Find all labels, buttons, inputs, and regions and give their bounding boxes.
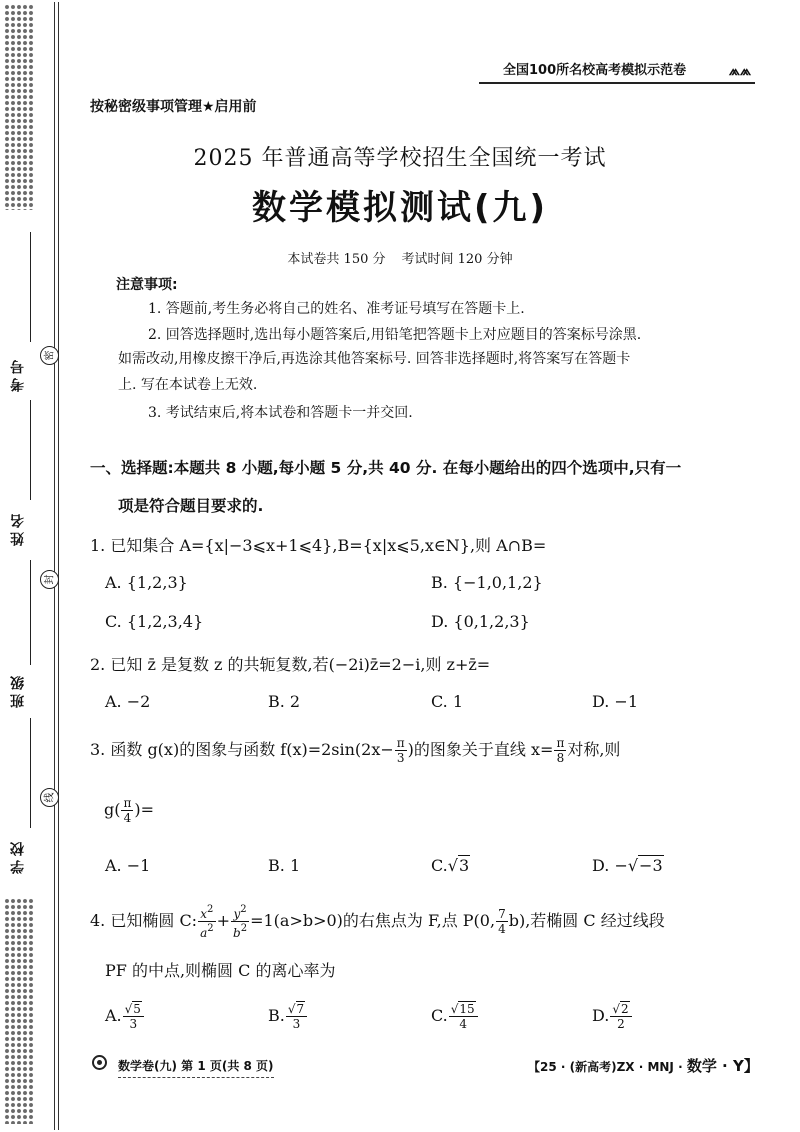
confidential-notice: 按秘密级事项管理★启用前 (90, 99, 257, 115)
question-1-option-a: A. {1,2,3} (105, 573, 188, 592)
notice-item-3: 3. 考试结束后,将本试卷和答题卡一并交回. (148, 405, 413, 421)
field-rule-school (30, 718, 31, 828)
notice-item-2-cont2: 上. 写在本试卷上无效. (118, 377, 258, 393)
question-2-option-a: A. −2 (105, 692, 151, 711)
fraction-pi-over-3: $\frac{\pi}{3}$ (396, 736, 405, 765)
question-2-option-b: B. 2 (268, 692, 301, 711)
fraction-pi-over-8: $\frac{\pi}{8}$ (556, 736, 565, 765)
question-4-option-d: D. $\frac{√2}{2}$ (592, 1002, 633, 1031)
exam-score: 本试卷共 150 分 (287, 252, 386, 267)
question-4-stem: 4. 已知椭圆 C: $\frac{x^2}{a^2}$ + $\frac{y^2}{b^2}$ =1(a>b>0)的右焦点为 F,点 P(0, $\frac{7}{4}$ b),若椭圆 C 经过线段 (90, 904, 665, 940)
fraction-7-over-4: $\frac{7}{4}$ (498, 907, 506, 936)
notice-item-2-cont: 如需改动,用橡皮擦干净后,再选涂其他答案标号. 回答非选择题时,将答案写在答题卡 (118, 351, 631, 367)
question-1-option-c: C. {1,2,3,4} (105, 612, 204, 631)
question-4-stem-cont: PF 的中点,则椭圆 C 的离心率为 (105, 961, 336, 980)
exam-info (0, 248, 800, 267)
question-3-option-c: C.√3 (431, 856, 470, 875)
footer-subject: 数学 · Y】 (686, 1057, 759, 1075)
question-2-option-c: C. 1 (431, 692, 464, 711)
exam-title: 数学模拟测试(九) (251, 188, 549, 228)
question-2-option-d: D. −1 (592, 692, 639, 711)
field-label-school: 学校 (10, 838, 26, 874)
footer-exam-code (528, 1055, 759, 1076)
notice-item-1: 1. 答题前,考生务必将自己的姓名、准考证号填写在答题卡上. (148, 301, 525, 317)
question-1-option-d: D. {0,1,2,3} (431, 612, 530, 631)
field-rule-class (30, 560, 31, 665)
question-3-stem (90, 736, 620, 765)
question-4-option-b: B. $\frac{√7}{3}$ (268, 1002, 308, 1031)
fraction-x2-over-a2: $\frac{x^2}{a^2}$ (200, 904, 214, 940)
binding-dots-bottom (4, 898, 34, 1124)
fraction-pi-over-4: $\frac{\pi}{4}$ (123, 796, 132, 825)
field-label-name: 姓名 (10, 510, 26, 546)
question-1-stem: 1. 已知集合 A={x|−3⩽x+1⩽4},B={x|x⩽5,x∈N},则 A∩B= (90, 536, 547, 555)
field-label-exam-id: 考号 (10, 356, 26, 392)
fraction-y2-over-b2: $\frac{y^2}{b^2}$ (233, 904, 248, 940)
seal-mi: 密 (40, 346, 59, 365)
question-3-option-b: B. 1 (268, 856, 301, 875)
question-3-option-a: A. −1 (105, 856, 151, 875)
section-heading-cont: 项是符合题目要求的. (118, 497, 264, 515)
notice-title: 注意事项: (116, 277, 178, 293)
question-3-stem-suffix: 对称,则 (567, 740, 621, 759)
seal-feng: 封 (40, 570, 59, 589)
question-1-option-b: B. {−1,0,1,2} (431, 573, 543, 592)
field-rule-name (30, 400, 31, 500)
field-label-class: 班级 (10, 672, 26, 708)
question-3-stem-mid: )的图象关于直线 x= (407, 740, 554, 759)
section-heading: 一、选择题:本题共 8 小题,每小题 5 分,共 40 分. 在每小题给出的四个选项中,只有一 (90, 459, 682, 477)
question-4-option-c: C. $\frac{√15}{4}$ (431, 1002, 479, 1031)
exam-time: 考试时间 120 分钟 (401, 252, 513, 267)
notice-item-2: 2. 回答选择题时,选出每小题答案后,用铅笔把答题卡上对应题目的答案标号涂黑. (148, 327, 642, 343)
question-3-stem-prefix: 3. 函数 g(x)的图象与函数 f(x)=2sin(2x− (90, 740, 394, 759)
series-banner: 全国100所名校高考模拟示范卷 ⩕⩕ (479, 58, 755, 84)
footer-code: 【25 · (新高考)ZX · MNJ · (528, 1060, 687, 1074)
footer-target-icon (92, 1055, 107, 1070)
banner-mountain-icon: ⩕⩕ (728, 63, 751, 79)
question-2-stem: 2. 已知 z̄ 是复数 z 的共轭复数,若(−2i)z̄=2−i,则 z+z̄= (90, 655, 491, 674)
exam-heading: 2025 年普通高等学校招生全国统一考试 (193, 146, 607, 171)
seal-xian: 线 (40, 788, 59, 807)
footer-page-info: 数学卷(九) 第 1 页(共 8 页) (118, 1057, 274, 1078)
question-3-stem-cont: g( $\frac{\pi}{4}$ )= (104, 796, 155, 825)
question-4-option-a: A. $\frac{√5}{3}$ (105, 1002, 145, 1031)
question-3-option-d: D. −√−3 (592, 856, 663, 875)
